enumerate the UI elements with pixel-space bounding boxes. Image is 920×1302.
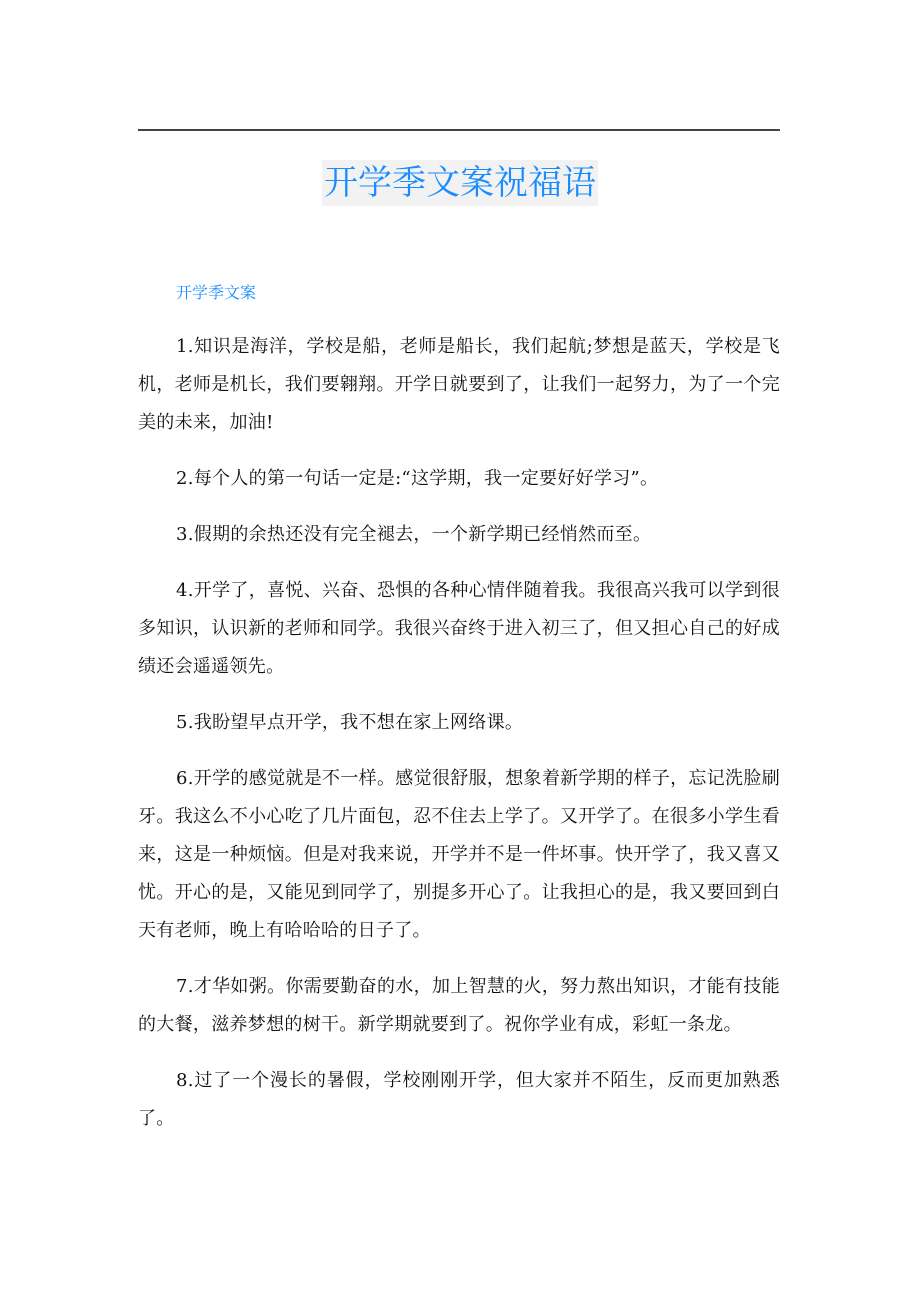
paragraph: 2.每个人的第一句话一定是:“这学期，我一定要好好学习”。 (176, 468, 659, 489)
paragraph: 6.开学的感觉就是不一样。感觉很舒服，想象着新学期的样子，忘记洗脸刷牙。我这么不小心吃了几片面包，忍不住去上学了。又开学了。在很多小学生看来，这是一种烦恼。但是对我来说，开学并不是一件坏事。快开学了，我又喜又忧。开心的是，又能见到同学了，别提多开心了。让我担心的是，我又要回到白天有老师，晚上有哈哈哈的日子了。 (138, 768, 780, 941)
paragraph: 3.假期的余热还没有完全褪去，一个新学期已经悄然而至。 (176, 524, 652, 545)
header-rule (138, 129, 780, 131)
title-container (0, 160, 920, 206)
document-body (138, 328, 780, 1156)
paragraph: 1.知识是海洋，学校是船，老师是船长，我们起航;梦想是蓝天，学校是飞机，老师是机长，我们要翱翔。开学日就要到了，让我们一起努力，为了一个完美的未来，加油! (138, 336, 780, 433)
paragraph: 4.开学了，喜悦、兴奋、恐惧的各种心情伴随着我。我很高兴我可以学到很多知识，认识新的老师和同学。我很兴奋终于进入初三了，但又担心自己的好成绩还会遥遥领先。 (138, 580, 780, 677)
paragraph: 8.过了一个漫长的暑假，学校刚刚开学，但大家并不陌生，反而更加熟悉了。 (138, 1070, 780, 1129)
paragraph: 5.我盼望早点开学，我不想在家上网络课。 (176, 712, 524, 733)
page-title: 开学季文案祝福语 (322, 160, 598, 206)
paragraph: 7.才华如粥。你需要勤奋的水，加上智慧的火，努力熬出知识，才能有技能的大餐，滋养梦想的树干。新学期就要到了。祝你学业有成，彩虹一条龙。 (138, 976, 780, 1035)
section-heading: 开学季文案 (176, 283, 257, 302)
